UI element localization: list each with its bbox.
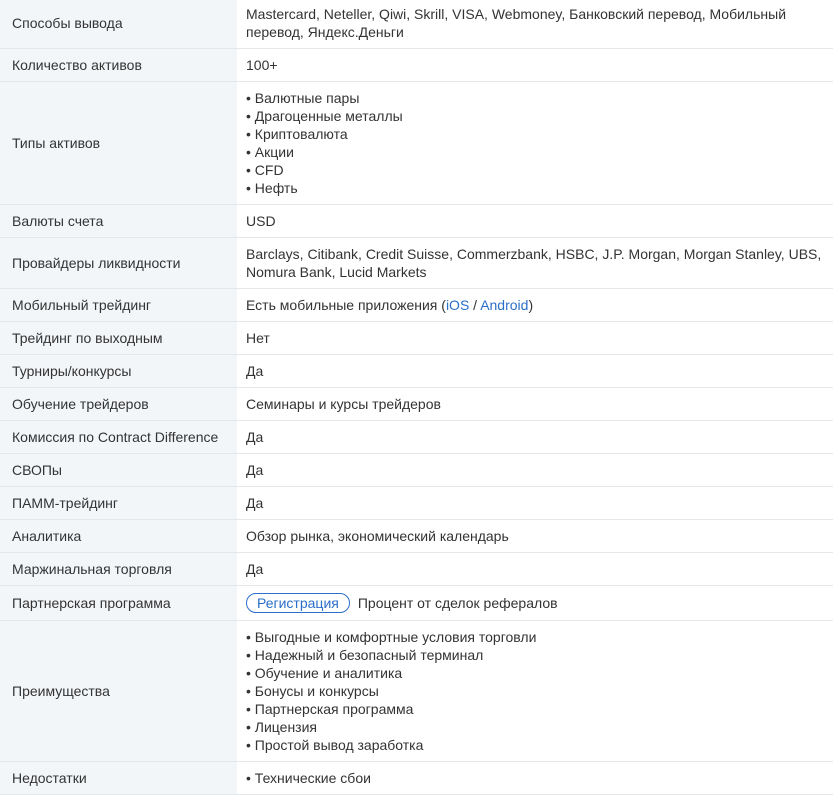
list-item: • Надежный и безопасный терминал	[246, 646, 823, 664]
table-row-pamm-trading	[0, 487, 833, 520]
row-value: USD	[237, 205, 833, 238]
table-row-account-currency	[0, 205, 833, 238]
row-label: Количество активов	[0, 49, 237, 82]
table-row-swaps	[0, 454, 833, 487]
list-item: • Валютные пары	[246, 89, 823, 107]
affiliate-description: Процент от сделок рефералов	[357, 595, 558, 611]
list-item: • Партнерская программа	[246, 700, 823, 718]
row-value: Mastercard, Neteller, Qiwi, Skrill, VISA, Webmoney, Банковский перевод, Мобильный перевод, Яндекс.Деньги	[237, 0, 833, 49]
row-value: Да	[237, 355, 833, 388]
list-item: • CFD	[246, 161, 823, 179]
table-row-margin-trading	[0, 553, 833, 586]
asset-types-list	[246, 89, 823, 197]
table-row-asset-count	[0, 49, 833, 82]
row-value: Нет	[237, 322, 833, 355]
row-value	[237, 289, 833, 322]
table-row-analytics	[0, 520, 833, 553]
list-item: • Простой вывод заработка	[246, 736, 823, 754]
table-row-disadvantages	[0, 762, 833, 795]
table-row-advantages	[0, 621, 833, 762]
mobile-prefix-text: Есть мобильные приложения (	[246, 297, 446, 313]
row-label: Преимущества	[0, 621, 237, 762]
row-label: ПАММ-трейдинг	[0, 487, 237, 520]
advantages-list	[246, 628, 823, 754]
row-value: Да	[237, 487, 833, 520]
row-label: Валюты счета	[0, 205, 237, 238]
row-label: Аналитика	[0, 520, 237, 553]
android-link[interactable]: Android	[480, 297, 529, 313]
row-label: Трейдинг по выходным	[0, 322, 237, 355]
list-item: • Выгодные и комфортные условия торговли	[246, 628, 823, 646]
row-label: Партнерская программа	[0, 586, 237, 621]
registration-button[interactable]: Регистрация	[246, 593, 350, 613]
table-row-affiliate-program	[0, 586, 833, 621]
row-label: Обучение трейдеров	[0, 388, 237, 421]
list-item: • Криптовалюта	[246, 125, 823, 143]
row-label: Провайдеры ликвидности	[0, 238, 237, 289]
row-value: 100+	[237, 49, 833, 82]
row-label: Недостатки	[0, 762, 237, 795]
row-label: Комиссия по Contract Difference	[0, 421, 237, 454]
list-item: • Лицензия	[246, 718, 823, 736]
row-label: Способы вывода	[0, 0, 237, 49]
ios-link[interactable]: iOS	[445, 297, 470, 313]
row-value: Да	[237, 553, 833, 586]
row-value: Да	[237, 421, 833, 454]
row-value: Да	[237, 454, 833, 487]
list-item: • Акции	[246, 143, 823, 161]
table-row-mobile-trading	[0, 289, 833, 322]
row-label: Маржинальная торговля	[0, 553, 237, 586]
table-row-withdrawal-methods	[0, 0, 833, 49]
disadvantages-list	[246, 769, 823, 787]
list-item: • Технические сбои	[246, 769, 823, 787]
row-value: Barclays, Citibank, Credit Suisse, Commerzbank, HSBC, J.P. Morgan, Morgan Stanley, UBS, Nomura Bank, Lucid Markets	[237, 238, 833, 289]
row-label: СВОПы	[0, 454, 237, 487]
link-separator: /	[469, 297, 481, 313]
list-item: • Бонусы и конкурсы	[246, 682, 823, 700]
list-item: • Нефть	[246, 179, 823, 197]
list-item: • Драгоценные металлы	[246, 107, 823, 125]
list-item: • Обучение и аналитика	[246, 664, 823, 682]
row-label: Мобильный трейдинг	[0, 289, 237, 322]
mobile-suffix-text: )	[528, 297, 534, 313]
table-row-asset-types	[0, 82, 833, 205]
table-row-contests	[0, 355, 833, 388]
row-label: Типы активов	[0, 82, 237, 205]
table-row-weekend-trading	[0, 322, 833, 355]
table-row-cfd-commission	[0, 421, 833, 454]
row-value: Семинары и курсы трейдеров	[237, 388, 833, 421]
row-label: Турниры/конкурсы	[0, 355, 237, 388]
row-value: Обзор рынка, экономический календарь	[237, 520, 833, 553]
table-row-liquidity-providers	[0, 238, 833, 289]
table-row-trader-education	[0, 388, 833, 421]
